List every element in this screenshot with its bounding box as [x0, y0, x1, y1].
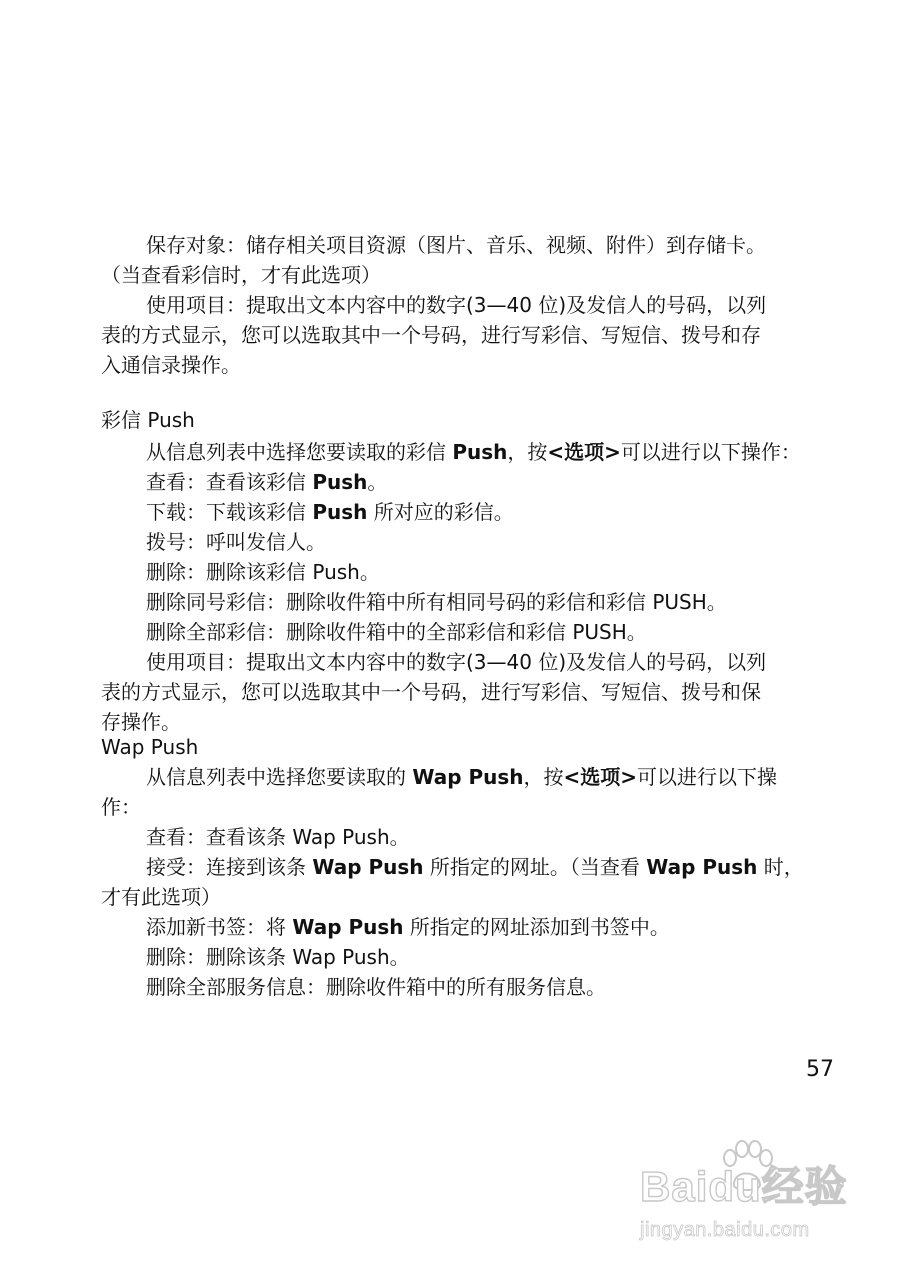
text-segment: 所指定的网址。（当查看	[423, 855, 647, 879]
paragraph-use-item-cont-2	[0, 350, 904, 380]
baidu-jingyan-watermark	[640, 1140, 900, 1250]
text-segment: 存操作。	[101, 710, 181, 734]
bold-text-segment: Push	[312, 500, 368, 524]
text-segment: 使用项目：提取出文本内容中的数字(3—40 位)及发信人的号码，以列	[146, 650, 767, 674]
wap-option-accept-cont	[0, 882, 904, 912]
bold-text-segment: Push	[452, 440, 508, 464]
text-segment: 表的方式显示，您可以选取其中一个号码，进行写彩信、写短信、拨号和存	[101, 323, 761, 347]
text-segment: 删除全部服务信息：删除收件箱中的所有服务信息。	[146, 975, 606, 999]
bold-text-segment: Wap Push	[312, 855, 424, 879]
bold-text-segment: Wap Push	[646, 855, 758, 879]
text-segment: （当查看彩信时，才有此选项）	[101, 263, 381, 287]
paragraph-use-item	[0, 290, 904, 320]
watermark-url: jingyan.baidu.com	[640, 1219, 810, 1241]
bold-text-segment: Wap Push	[292, 915, 404, 939]
text-segment: ，按	[507, 440, 548, 464]
text-segment: 入通信录操作。	[101, 353, 241, 377]
text-segment: 拨号：呼叫发信人。	[146, 530, 326, 554]
option-dial	[0, 527, 904, 557]
text-segment: 所指定的网址添加到书签中。	[403, 915, 670, 939]
option-delete-same-number	[0, 587, 904, 617]
paragraph-save-object	[0, 230, 904, 260]
paragraph-mms-push-intro	[0, 437, 904, 467]
text-segment: 从信息列表中选择您要读取的	[146, 765, 413, 789]
text-segment: 从信息列表中选择您要读取的彩信	[146, 440, 453, 464]
paragraph-wap-push-intro-cont	[0, 792, 904, 822]
wap-option-add-bookmark	[0, 912, 904, 942]
text-segment: 才有此选项）	[101, 885, 221, 909]
wap-option-delete-all-service	[0, 972, 904, 1002]
option-delete	[0, 557, 904, 587]
text-segment: Wap Push	[101, 735, 199, 759]
text-segment: 时，	[757, 855, 804, 879]
text-segment: 添加新书签：将	[146, 915, 293, 939]
text-segment: 查看：查看该彩信	[146, 470, 313, 494]
option-use-item	[0, 647, 904, 677]
paragraph-use-item-cont-1	[0, 320, 904, 350]
wap-option-accept	[0, 852, 904, 882]
text-segment: 查看：查看该条 Wap Push。	[146, 825, 410, 849]
section-heading-mms-push	[0, 405, 904, 435]
paragraph-wap-push-intro	[0, 762, 904, 792]
bold-text-segment: Wap Push	[412, 765, 524, 789]
text-segment: 删除同号彩信：删除收件箱中所有相同号码的彩信和彩信 PUSH。	[146, 590, 727, 614]
section-heading-wap-push	[0, 732, 904, 762]
text-segment: 删除：删除该彩信 Push。	[146, 560, 380, 584]
option-download	[0, 497, 904, 527]
option-use-item-cont-1	[0, 677, 904, 707]
option-view	[0, 467, 904, 497]
text-segment: 可以进行以下操	[637, 765, 778, 789]
text-segment: ，按	[523, 765, 564, 789]
bold-text-segment: Push	[312, 470, 368, 494]
text-segment: 所对应的彩信。	[367, 500, 514, 524]
bold-text-segment: <选项>	[563, 765, 638, 789]
paragraph-save-object-cont	[0, 260, 904, 290]
text-segment: 使用项目：提取出文本内容中的数字(3—40 位)及发信人的号码，以列	[146, 293, 767, 317]
text-segment: 接受：连接到该条	[146, 855, 313, 879]
watermark-logo-text: Baidu经验	[640, 1163, 848, 1210]
option-delete-all-mms	[0, 617, 904, 647]
text-segment: 保存对象：储存相关项目资源（图片、音乐、视频、附件）到存储卡。	[146, 233, 766, 257]
text-segment: 下载：下载该彩信	[146, 500, 313, 524]
text-segment: 彩信 Push	[101, 408, 195, 432]
text-segment: 可以进行以下操作：	[620, 440, 801, 464]
text-segment: 。	[367, 470, 388, 494]
text-segment: 删除：删除该条 Wap Push。	[146, 945, 410, 969]
text-segment: 表的方式显示，您可以选取其中一个号码，进行写彩信、写短信、拨号和保	[101, 680, 761, 704]
page-number: 57	[806, 1057, 834, 1082]
bold-text-segment: <选项>	[547, 440, 621, 464]
wap-option-delete	[0, 942, 904, 972]
wap-option-view	[0, 822, 904, 852]
text-segment: 作：	[101, 795, 141, 819]
text-segment: 删除全部彩信：删除收件箱中的全部彩信和彩信 PUSH。	[146, 620, 647, 644]
